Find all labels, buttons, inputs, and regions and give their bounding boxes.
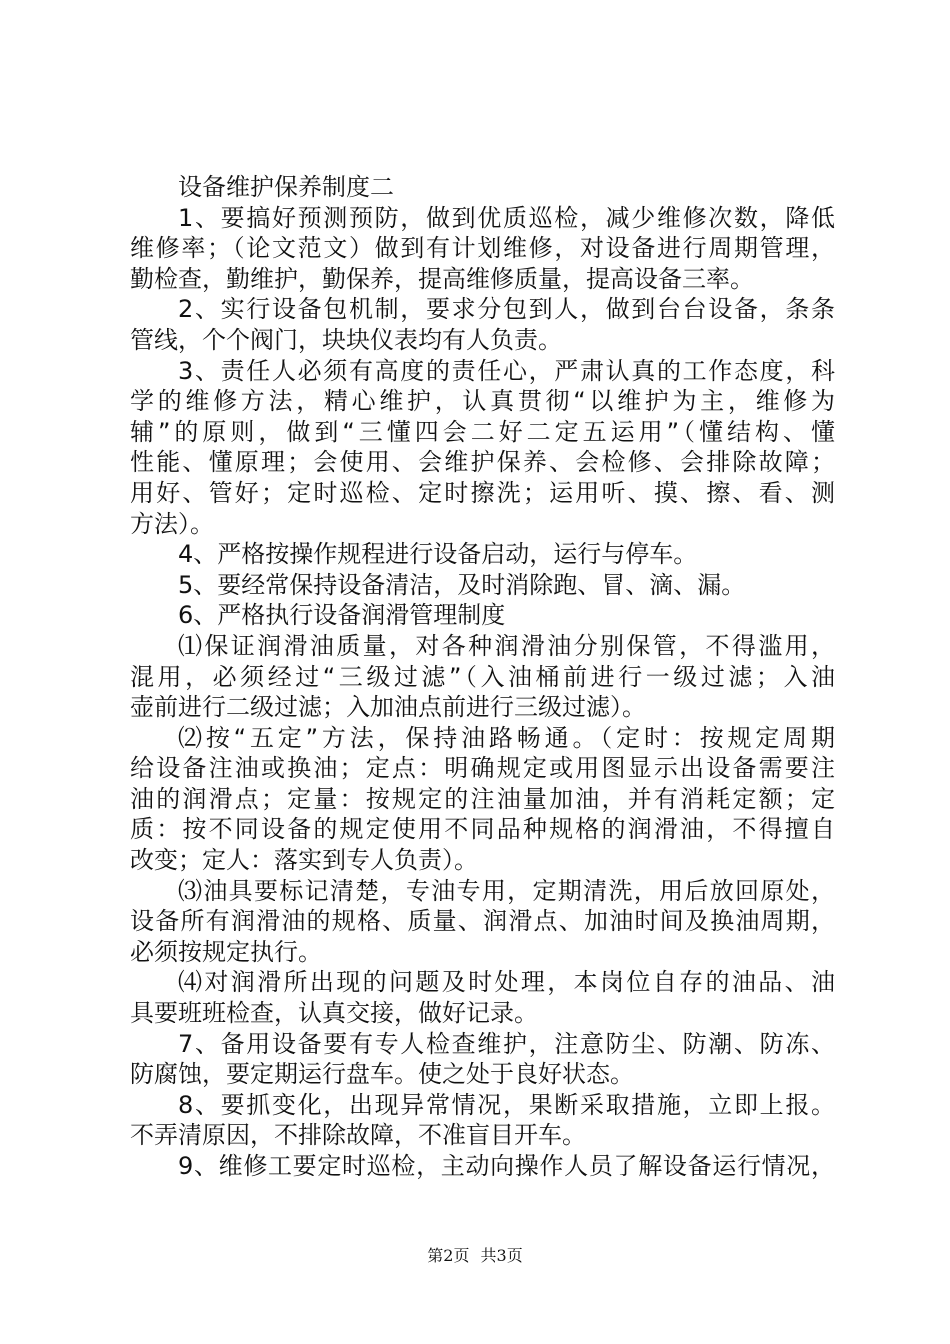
paragraph-line: 质：按不同设备的规定使用不同品种规格的润滑油，不得擅自 [130,815,835,844]
paragraph-line: 8、要抓变化，出现异常情况，果断采取措施，立即上报。 [178,1090,835,1119]
paragraph-line: 1、要搞好预测预防，做到优质巡检，减少维修次数，降低 [178,203,835,232]
paragraph-line: ⑴保证润滑油质量，对各种润滑油分别保管，不得滥用， [178,631,835,660]
paragraph-line: 学的维修方法，精心维护，认真贯彻“以维护为主，维修为 [130,387,835,416]
paragraph-line: 7、备用设备要有专人检查维护，注意防尘、防潮、防冻、 [178,1029,835,1058]
paragraph-line: 勤检查，勤维护，勤保养，提高维修质量，提高设备三率。 [130,264,754,293]
paragraph-line: 3、责任人必须有高度的责任心，严肃认真的工作态度，科 [178,356,835,385]
page-number: 第2页 [427,1246,470,1265]
paragraph-line: 油的润滑点；定量：按规定的注油量加油，并有消耗定额；定 [130,784,835,813]
paragraph-line: 不弄清原因，不排除故障，不准盲目开车。 [130,1121,586,1150]
paragraph-line: 设备所有润滑油的规格、质量、润滑点、加油时间及换油周期， [130,907,835,936]
paragraph-line: 给设备注油或换油；定点：明确规定或用图显示出设备需要注 [130,754,835,783]
paragraph-line: ⑵按“五定”方法，保持油路畅通。（定时：按规定周期 [178,723,835,752]
paragraph-line: 防腐蚀，要定期运行盘车。使之处于良好状态。 [130,1060,634,1089]
paragraph-line: 改变；定人：落实到专人负责）。 [130,846,478,875]
paragraph-line: 辅”的原则，做到“三懂四会二好二定五运用”（懂结构、懂 [130,417,835,446]
paragraph-line: 混用，必须经过“三级过滤”（入油桶前进行一级过滤；入油 [130,662,835,691]
paragraph-line: 9、维修工要定时巡检，主动向操作人员了解设备运行情况， [178,1152,835,1180]
document-title: 设备维护保养制度二 [178,173,394,201]
page-footer [0,1243,950,1266]
paragraph-line: 具要班班检查，认真交接，做好记录。 [130,999,538,1028]
paragraph-line: 4、严格按操作规程进行设备启动，运行与停车。 [178,540,698,569]
paragraph-line: 用好、管好；定时巡检、定时擦洗；运用听、摸、擦、看、测 [130,478,835,507]
paragraph-line: ⑶油具要标记清楚，专油专用，定期清洗，用后放回原处， [178,876,835,905]
paragraph-line: 2、实行设备包机制，要求分包到人，做到台台设备，条条 [178,295,835,324]
paragraph-line: 6、严格执行设备润滑管理制度 [178,601,506,630]
paragraph-line: 壶前进行二级过滤；入加油点前进行三级过滤）。 [130,693,646,722]
paragraph-line: 性能、懂原理；会使用、会维护保养、会检修、会排除故障； [130,448,835,477]
paragraph-line: 5、要经常保持设备清洁，及时消除跑、冒、滴、漏。 [178,570,746,599]
page-total: 共3页 [480,1246,523,1265]
paragraph-line: 方法）。 [130,509,214,538]
paragraph-line: 维修率；（论文范文）做到有计划维修，对设备进行周期管理， [130,234,835,263]
paragraph-line: 必须按规定执行。 [130,937,322,966]
paragraph-line: ⑷对润滑所出现的问题及时处理，本岗位自存的油品、油 [178,968,835,997]
document-body [130,172,835,1182]
paragraph-line: 管线，个个阀门，块块仪表均有人负责。 [130,325,562,354]
